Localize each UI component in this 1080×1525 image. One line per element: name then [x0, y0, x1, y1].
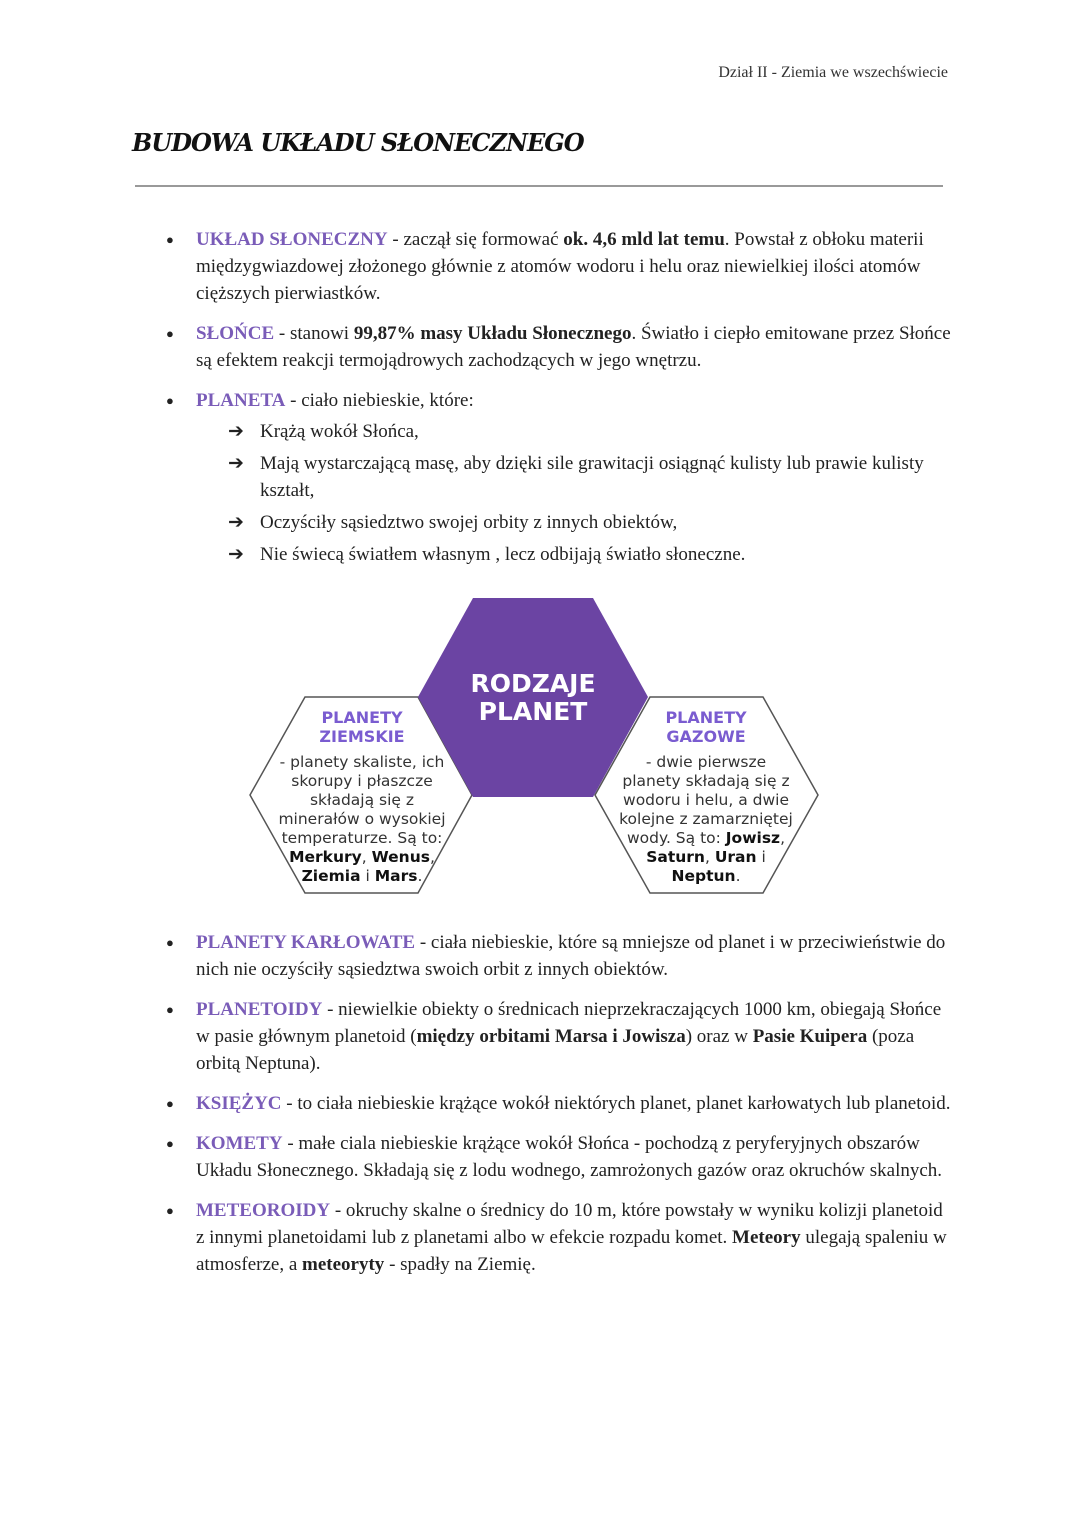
- bold-text: ok. 4,6 mld lat temu: [563, 229, 725, 250]
- page-header: Dział II - Ziemia we wszechświecie: [718, 64, 948, 81]
- right-hex-title: GAZOWE: [666, 727, 746, 746]
- left-hex-line: Ziemia i Mars.: [301, 867, 423, 885]
- body-text: - spadły na Ziemię.: [384, 1254, 536, 1275]
- left-hex-line: minerałów o wysokiej: [278, 810, 446, 828]
- right-hex-line: wodoru i helu, a dwie: [623, 791, 789, 809]
- right-hex-line: kolejne z zamarzniętej: [619, 810, 793, 828]
- right-hex-line: Saturn, Uran i: [646, 848, 766, 866]
- body-text: . Światło i ciepło emitowane przez Słońce są efektem reakcji termojądrowych zachodzących w jego wnętrzu.: [196, 323, 951, 371]
- bold-text: Meteory: [732, 1227, 801, 1248]
- right-hex-line: planety składają się z: [622, 772, 790, 790]
- left-hex-line: - planety skaliste, ich: [279, 753, 445, 771]
- body-text: - małe ciala niebieskie krążące wokół Słońca - pochodzą z peryferyjnych obszarów Układu Słonecznego. Składają się z lodu wodnego, zamrożonych gazów oraz okruchów skalnych.: [196, 1133, 943, 1181]
- bold-text: meteoryty: [302, 1254, 385, 1275]
- term-label: UKŁAD SŁONECZNY: [196, 229, 388, 250]
- body-text: . Powstał z obłoku materii międzygwiazdowej złożonego głównie z atomów wodoru i helu oraz niewielkiej ilości atomów cięższych pierwiastków.: [196, 229, 924, 304]
- term-label: PLANETY KARŁOWATE: [196, 932, 416, 953]
- body-text: - zaczął się formować: [387, 229, 564, 250]
- right-hex-line: Neptun.: [671, 867, 741, 885]
- center-title: RODZAJE: [470, 669, 596, 698]
- left-hex-title: ZIEMSKIE: [319, 727, 405, 746]
- list-item: [196, 1130, 951, 1184]
- body-text: (poza orbitą Neptuna).: [196, 1026, 915, 1074]
- left-hex-line: Merkury, Wenus,: [289, 848, 435, 866]
- center-title: PLANET: [478, 697, 588, 726]
- page-title: BUDOWA UKŁADU SŁONECZNEGO: [132, 128, 584, 157]
- body-text: - niewielkie obiekty o średnicach nieprzekraczających 1000 km, obiegają Słońce w pasie głównym planetoid (: [196, 999, 942, 1047]
- term-label: KOMETY: [196, 1133, 283, 1154]
- term-label: SŁOŃCE: [196, 323, 275, 344]
- left-hex-line: temperaturze. Są to:: [281, 829, 443, 847]
- right-hex-line: wody. Są to: Jowisz,: [626, 829, 786, 847]
- list-item: [196, 226, 951, 307]
- body-text: ) oraz w: [685, 1026, 753, 1047]
- term-label: METEOROIDY: [196, 1200, 331, 1221]
- left-hex-title: PLANETY: [321, 708, 403, 727]
- sub-list-item: ➔ Nie świecą światłem własnym , lecz odbijają światło słoneczne.: [260, 541, 951, 568]
- body-text: - okruchy skalne o średnicy do 10 m, które powstały w wyniku kolizji planetoid z innymi planetoidami lub z planetami albo w efekcie rozpadu komet.: [196, 1200, 943, 1248]
- list-item: [196, 1090, 951, 1117]
- term-label: PLANETA: [196, 390, 286, 411]
- bottom-bullet-list: [196, 929, 951, 1291]
- list-item: [196, 320, 951, 374]
- term-label: KSIĘŻYC: [196, 1093, 282, 1114]
- sub-list: [260, 418, 951, 568]
- sub-list-item: ➔ Mają wystarczającą masę, aby dzięki sile grawitacji osiągnąć kulisty lub prawie kulisty kształt,: [260, 450, 951, 504]
- planet-types-diagram: [0, 590, 1080, 910]
- left-hex-line: składają się z: [309, 791, 415, 809]
- body-text: - ciało niebieskie, które:: [285, 390, 474, 411]
- right-hex-line: - dwie pierwsze: [645, 753, 767, 771]
- list-item: [196, 996, 951, 1077]
- term-label: PLANETOIDY: [196, 999, 323, 1020]
- sub-list-item: ➔ Oczyściły sąsiedztwo swojej orbity z innych obiektów,: [260, 509, 951, 536]
- sub-list-item: ➔ Krążą wokół Słońca,: [260, 418, 951, 445]
- list-item: [196, 929, 951, 983]
- body-text: ulegają spaleniu w atmosferze, a: [196, 1227, 947, 1275]
- right-hex-title: PLANETY: [665, 708, 747, 727]
- body-text: - to ciała niebieskie krążące wokół niektórych planet, planet karłowatych lub planetoid.: [281, 1093, 951, 1114]
- bold-text: między orbitami Marsa i Jowisza: [416, 1026, 686, 1047]
- left-hex-line: skorupy i płaszcze: [291, 772, 433, 790]
- body-text: - stanowi: [274, 323, 354, 344]
- body-text: - ciała niebieskie, które są mniejsze od planet i w przeciwieństwie do nich nie oczyściły sąsiedztwa swoich orbit z innych obiektów.: [196, 932, 946, 980]
- top-bullet-list: [196, 226, 951, 581]
- title-divider: [135, 185, 943, 187]
- bold-text: 99,87% masy Układu Słonecznego: [353, 323, 632, 344]
- list-item: [196, 387, 951, 568]
- list-item: [196, 1197, 951, 1278]
- bold-text: Pasie Kuipera: [752, 1026, 868, 1047]
